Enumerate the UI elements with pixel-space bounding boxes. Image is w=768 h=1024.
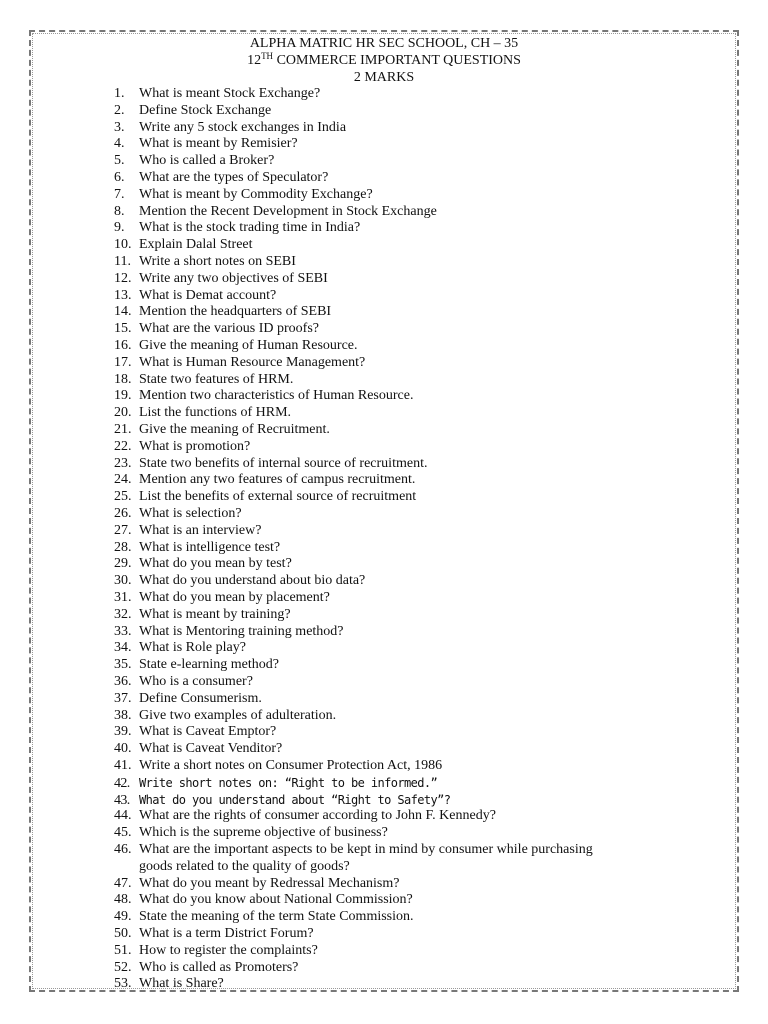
question-text: Write short notes on: “Right to be informed.”	[139, 775, 438, 790]
question-item	[114, 220, 360, 237]
question-item	[114, 120, 346, 137]
question-number: 33.	[114, 623, 132, 639]
question-number: 17.	[114, 354, 132, 370]
question-item	[114, 724, 276, 741]
question-item	[114, 909, 414, 926]
question-text: How to register the complaints?	[139, 942, 318, 958]
question-item	[114, 472, 415, 489]
question-text: What do you mean by test?	[139, 556, 292, 572]
question-item	[114, 876, 399, 893]
question-text-continued: goods related to the quality of goods?	[139, 858, 350, 874]
question-number: 25.	[114, 489, 132, 505]
question-item	[114, 271, 328, 288]
question-text: State the meaning of the term State Commission.	[139, 909, 414, 925]
question-text: What are the various ID proofs?	[139, 321, 319, 337]
question-number: 48.	[114, 892, 132, 908]
question-item	[114, 624, 344, 641]
question-item	[114, 456, 427, 473]
question-number: 42.	[114, 775, 130, 791]
question-number: 11.	[114, 254, 131, 269]
question-text: What is Human Resource Management?	[139, 354, 366, 370]
question-text: What is Demat account?	[139, 287, 277, 303]
question-item	[114, 976, 224, 993]
marks-heading: 2 MARKS	[353, 70, 415, 85]
question-number: 50.	[114, 926, 132, 941]
question-number: 41.	[114, 758, 132, 773]
question-text: Which is the supreme objective of business?	[139, 825, 388, 841]
question-item	[114, 304, 331, 321]
question-number: 7.	[114, 186, 125, 202]
question-text: What do you understand about bio data?	[139, 573, 366, 589]
question-item	[114, 775, 437, 793]
question-text: What is Role play?	[139, 640, 246, 656]
question-text: What is Caveat Emptor?	[139, 724, 277, 740]
question-text: List the benefits of external source of recruitment	[139, 489, 417, 505]
question-item	[114, 556, 292, 573]
question-text: What is Caveat Venditor?	[139, 741, 283, 757]
question-number: 34.	[114, 640, 132, 656]
question-item	[114, 86, 320, 103]
question-text: Write a short notes on SEBI	[139, 254, 296, 269]
question-number: 5.	[114, 153, 125, 169]
question-item	[114, 691, 262, 708]
question-item	[114, 372, 293, 389]
question-text: What are the types of Speculator?	[139, 170, 329, 185]
question-item	[114, 842, 593, 876]
document-subtitle	[0, 52, 768, 69]
subtitle-text: COMMERCE IMPORTANT QUESTIONS	[273, 53, 521, 68]
question-number: 10.	[114, 237, 132, 253]
question-text: What is a term District Forum?	[139, 926, 314, 941]
question-item	[114, 187, 373, 204]
question-number: 18.	[114, 371, 132, 387]
question-number: 43.	[114, 792, 130, 808]
question-item	[114, 338, 358, 355]
question-number: 22.	[114, 438, 132, 454]
question-number: 28.	[114, 539, 132, 555]
question-text: What is the stock trading time in India?	[139, 220, 361, 236]
question-text: Write a short notes on Consumer Protection Act, 1986	[139, 758, 443, 773]
question-number: 16.	[114, 338, 132, 353]
question-number: 9.	[114, 220, 125, 236]
question-item	[114, 506, 242, 523]
question-item	[114, 136, 298, 153]
question-number: 13.	[114, 287, 132, 303]
question-item	[114, 657, 279, 674]
question-number: 53.	[114, 976, 132, 992]
question-number: 26.	[114, 506, 132, 521]
question-item	[114, 640, 246, 657]
question-item	[114, 607, 291, 624]
question-item	[114, 960, 298, 977]
question-item	[114, 422, 330, 439]
question-number: 15.	[114, 321, 132, 337]
question-number: 36.	[114, 674, 132, 689]
question-item	[114, 254, 296, 271]
question-number: 8.	[114, 203, 125, 219]
question-number: 19.	[114, 388, 132, 404]
question-number: 12.	[114, 270, 132, 286]
question-number: 39.	[114, 724, 132, 740]
question-number: 32.	[114, 606, 132, 622]
question-item	[114, 170, 328, 187]
question-number: 35.	[114, 657, 132, 673]
question-text: Write any two objectives of SEBI	[139, 270, 328, 286]
question-item	[114, 758, 442, 775]
question-text: What is Share?	[139, 976, 224, 992]
question-item	[114, 741, 282, 758]
grade-number: 12	[247, 53, 262, 68]
question-number: 31.	[114, 590, 132, 605]
question-item	[114, 405, 291, 422]
question-text: Give the meaning of Human Resource.	[139, 338, 358, 353]
question-item	[114, 153, 274, 170]
question-number: 2.	[114, 102, 125, 118]
question-number: 29.	[114, 556, 132, 572]
question-number: 20.	[114, 405, 132, 421]
school-name: ALPHA MATRIC HR SEC SCHOOL, CH – 35	[249, 36, 519, 51]
question-number: 47.	[114, 875, 132, 891]
question-text: What are the rights of consumer according to John F. Kennedy?	[139, 808, 496, 824]
question-text: State two features of HRM.	[139, 371, 294, 387]
question-text: What is selection?	[139, 506, 242, 521]
question-number: 23.	[114, 455, 132, 471]
question-text: Write any 5 stock exchanges in India	[139, 119, 347, 135]
question-number: 6.	[114, 170, 125, 185]
question-number: 40.	[114, 741, 132, 757]
question-text: Mention two characteristics of Human Resource.	[139, 388, 414, 404]
question-text: Give the meaning of Recruitment.	[139, 422, 330, 437]
question-text: State e-learning method?	[139, 657, 279, 673]
question-text: What is meant Stock Exchange?	[139, 86, 321, 101]
question-item	[114, 540, 280, 557]
question-text: What is meant by Remisier?	[139, 136, 298, 152]
question-text: Mention any two features of campus recruitment.	[139, 472, 416, 488]
question-item	[114, 590, 330, 607]
question-text: Define Consumerism.	[139, 690, 262, 706]
question-text: List the functions of HRM.	[139, 405, 292, 421]
question-item	[114, 926, 314, 943]
question-text: What are the important aspects to be kept in mind by consumer while purchasing	[139, 842, 593, 857]
grade-superscript: TH	[261, 51, 274, 61]
question-number: 45.	[114, 825, 132, 841]
question-item	[114, 355, 365, 372]
question-number: 37.	[114, 690, 132, 706]
question-number: 38.	[114, 707, 132, 723]
question-text: What is meant by Commodity Exchange?	[139, 186, 373, 202]
question-item	[114, 489, 416, 506]
question-item	[114, 204, 437, 221]
question-text: Mention the Recent Development in Stock Exchange	[139, 203, 437, 219]
question-item	[114, 237, 253, 254]
question-number: 1.	[114, 86, 125, 101]
question-text: What is intelligence test?	[139, 539, 281, 555]
question-text: What is promotion?	[139, 438, 251, 454]
question-number: 49.	[114, 909, 132, 925]
question-item	[114, 439, 250, 456]
question-text: Give two examples of adulteration.	[139, 707, 337, 723]
question-text: Who is a consumer?	[139, 674, 253, 689]
question-text: Explain Dalal Street	[139, 237, 253, 253]
question-item	[114, 523, 261, 540]
question-number: 51.	[114, 942, 132, 958]
question-item	[114, 808, 496, 825]
question-text: What do you understand about “Right to Safety”?	[139, 792, 451, 807]
question-text: State two benefits of internal source of recruitment.	[139, 455, 428, 471]
question-number: 21.	[114, 422, 132, 437]
question-number: 3.	[114, 119, 125, 135]
question-item	[114, 321, 319, 338]
question-text: Define Stock Exchange	[139, 102, 272, 118]
question-text: Mention the headquarters of SEBI	[139, 304, 332, 320]
question-text: What do you mean by placement?	[139, 590, 330, 605]
question-text: Who is called as Promoters?	[139, 959, 299, 975]
question-item	[114, 573, 365, 590]
question-text: What is an interview?	[139, 522, 262, 538]
question-item	[114, 892, 413, 909]
question-text: What is Mentoring training method?	[139, 623, 344, 639]
question-number: 24.	[114, 472, 132, 488]
question-number: 27.	[114, 522, 132, 538]
question-number: 46.	[114, 842, 132, 857]
question-number: 14.	[114, 304, 132, 320]
question-item	[114, 388, 413, 405]
question-item	[114, 943, 318, 960]
question-text: What do you meant by Redressal Mechanism?	[139, 875, 400, 891]
question-number: 4.	[114, 136, 125, 152]
question-text: What is meant by training?	[139, 606, 291, 622]
question-number: 30.	[114, 573, 132, 589]
question-item	[114, 103, 271, 120]
question-text: What do you know about National Commission?	[139, 892, 413, 908]
question-text: Who is called a Broker?	[139, 153, 275, 169]
question-item	[114, 674, 253, 691]
question-item	[114, 708, 336, 725]
question-number: 52.	[114, 959, 132, 975]
question-item	[114, 825, 388, 842]
question-item	[114, 792, 450, 810]
question-item	[114, 288, 276, 305]
question-number: 44.	[114, 808, 132, 824]
